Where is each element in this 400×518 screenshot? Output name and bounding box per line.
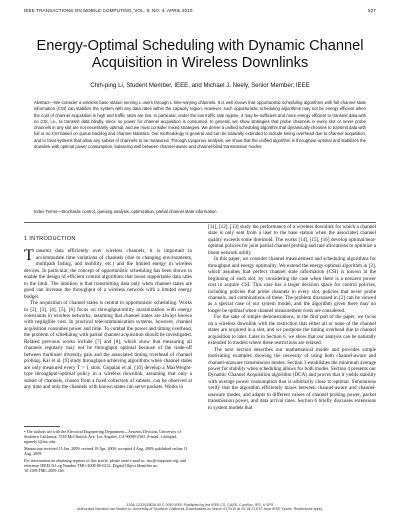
author-line: Chih-ping Li, Student Member, IEEE, and Michael J. Neely, Senior Member, IEEE (90, 82, 310, 89)
paragraph: The acquisition of channel states is central to opportunistic scheduling. Works in [2], [3], [4], [5], [6] focus on throughput/utility maximization with energy constraints in wireless networks, assuming that channel states are always known with negligible cost. In practical telecommunication systems, however, channel acquisition consumes power and time. To combat the power and timing overhead, the problem of scheduling with partial channel acquisition should be investigated. Related previous works include [7] and [8], which show that measuring all channels regularly may not be throughput optimal because of the trade-off between multiuser diversity gain and the associated timing overhead of channel probing. Kar et al. [9] study throughput-achieving algorithms when channel states are only measured every T > 1 slots. Gopalan et al. [10] develop a MaxWeight-type throughput-optimal policy in a wireless downlink, assuming that only a subset of channels, chosen from a fixed collection of subsets, can be observed at any time and only the channels with known states can serve packets. Works in (24, 300, 192, 390)
paragraph: For the sake of simple demonstrations, in the first part of the paper, we focus on a wireless downlink with the restriction that either all or none of the channel states are acquired in a slot, and we postpone the timing overhead due to channel acquisition to later. Later in Section 6, we show that our analysis can be naturally extended to models where these restrictions are relaxed. (208, 314, 376, 347)
running-header (24, 8, 376, 18)
paragraph (24, 248, 192, 300)
page-footer (24, 503, 376, 512)
footnote-reprints: For information on obtaining reprints of this article, please send e-mail to: tmc@computer.org, and reference IEEECS Log Number TMC-2008-06-0232. Digital Object Identifier no. 10.1109/TMC.2009.140. (24, 458, 186, 474)
drop-cap: T (24, 247, 34, 265)
paper-title: Energy-Optimal Scheduling with Dynamic Channel Acquisition in Wireless Downlinks (36, 38, 364, 71)
right-column (208, 224, 376, 411)
left-column (24, 232, 192, 390)
paragraph: [11], [12], [13] study the performance of a wireless downlink for which a channel state is only sent from a user to the base station when the associated channel quality exceeds some threshold. The works [14], [15], [16] develop optimal/near-optimal policies for joint partial channel probing and rate allocations to optimize a linear network utility. (208, 224, 376, 256)
abstract: Abstract—We consider a wireless base station serving L users through L time-varying channels. It is well known that opportunistic scheduling algorithms with full channel state information (CSI) can stabilize the system with any data rates within the capacity region. However, such opportunistic scheduling algorithms may not be energy efficient when the cost of channel acquisition is high and traffic rates are low. In particular, under the low traffic rate regime, it may be sufficient and more energy efficient to transmit data with no CSI, i.e., to transmit data blindly, since no power for channel acquisition is consumed. In general, we show strategies that probe channels in every slot or never probe channels in any slot are not necessarily optimal, and we must consider mixed strategies. We derive a unified scheduling algorithm that dynamically chooses to transmit data with full or no CSI based on queue backlog and channel statistics. Our methodology is general and can be naturally extended to include timing overhead due to channel acquisition, and to treat systems that allow any subset of channels to be measured. Through Lyapunov analysis, we show that the unified algorithm is throughput-optimal and stabilizes the downlink with optimal power consumption, balancing well between channel-aware and channel-blind transmission modes. (34, 100, 366, 150)
footnote-rule (24, 426, 60, 427)
footnote-manuscript: Manuscript received 15 Jan. 2009; revised 18 Apr. 2009; accepted 4 Aug. 2009; published online 11 Aug. 2009. (24, 446, 188, 457)
index-terms: Index Terms—Stochastic control, queuing analysis, optimization, partial channel state information. (34, 209, 218, 214)
copyright-line: 1536-1233/10/$26.00 © 2010 IEEE Published by the IEEE CS, CASS, ComSoc, IES, & SPS (126, 503, 274, 507)
page-number: 527 (368, 8, 376, 13)
paragraph-text: ransmit data efficiently over wireless channels, it is important to accommodate time variations of channels (due to changing environments, multipath fading, and mobility, etc.) and the limited energy in wireless devices. In particular, the concept of opportunistic scheduling has been shown to enable the design of efficient control algorithms that boost supportable data rates to the limit. The intuition is that transmitting data only when channel states are good can increase the throughput of a wireless network with a limited energy budget. (24, 248, 192, 300)
paragraph: In this paper, we consider channel measurement and scheduling algorithms for throughput and energy optimality. We extend the energy-optimal algorithm in [2], which assumes that perfect channel state information (CSI) is known at the beginning of each slot, by considering the case when there is a nonzero power cost to acquire CSI. This case has a larger decision space for control policies, including policies that probe channels in every slot, policies that never probe channels, and combinations of these. The problem discussed in [2] can be viewed as a special case of our system model, and the algorithm given there may no longer be optimal when channel measurement costs are considered. (208, 256, 376, 314)
journal-header: IEEE TRANSACTIONS ON MOBILE COMPUTING, VOL. 9, NO. 4, APRIL 2010 (24, 8, 193, 13)
footnotes (24, 426, 192, 475)
license-line: Authorized licensed use limited to: University of Southern California. Downloaded on March 01,2010 at 20:18:21 EST from IEEE Xplore. Restrictions apply. (77, 507, 323, 512)
section-heading: 1 INTRODUCTION (24, 236, 76, 242)
paragraph: The next section describes our mathematical model and provides simple motivating examples showing the necessity of using both channel-aware and channel-unaware transmission modes. Section 3 establishes the minimum average power for stability when scheduling allows for both modes. Section 4 presents our Dynamic Channel Acquisition algorithm (DCA) and proves that it yields stability with average power consumption that is arbitrarily close to optimal. Simulations verify that the algorithm efficiently mixes between channel-aware and channel-unaware modes, and adapts to different values of channel probing power, packet transmission power, and data arrival rates. Section 6 briefly discusses extensions to system models that (208, 346, 376, 411)
footnote-affiliation: • The authors are with the Electrical Engineering Department—Systems Division, University of Southern California, 3740 McClintock Ave, Los Angeles, CA 90089-2565. E-mail: {chihpinl, mjneely}@usc.edu. (24, 429, 181, 445)
section-divider (24, 222, 376, 223)
